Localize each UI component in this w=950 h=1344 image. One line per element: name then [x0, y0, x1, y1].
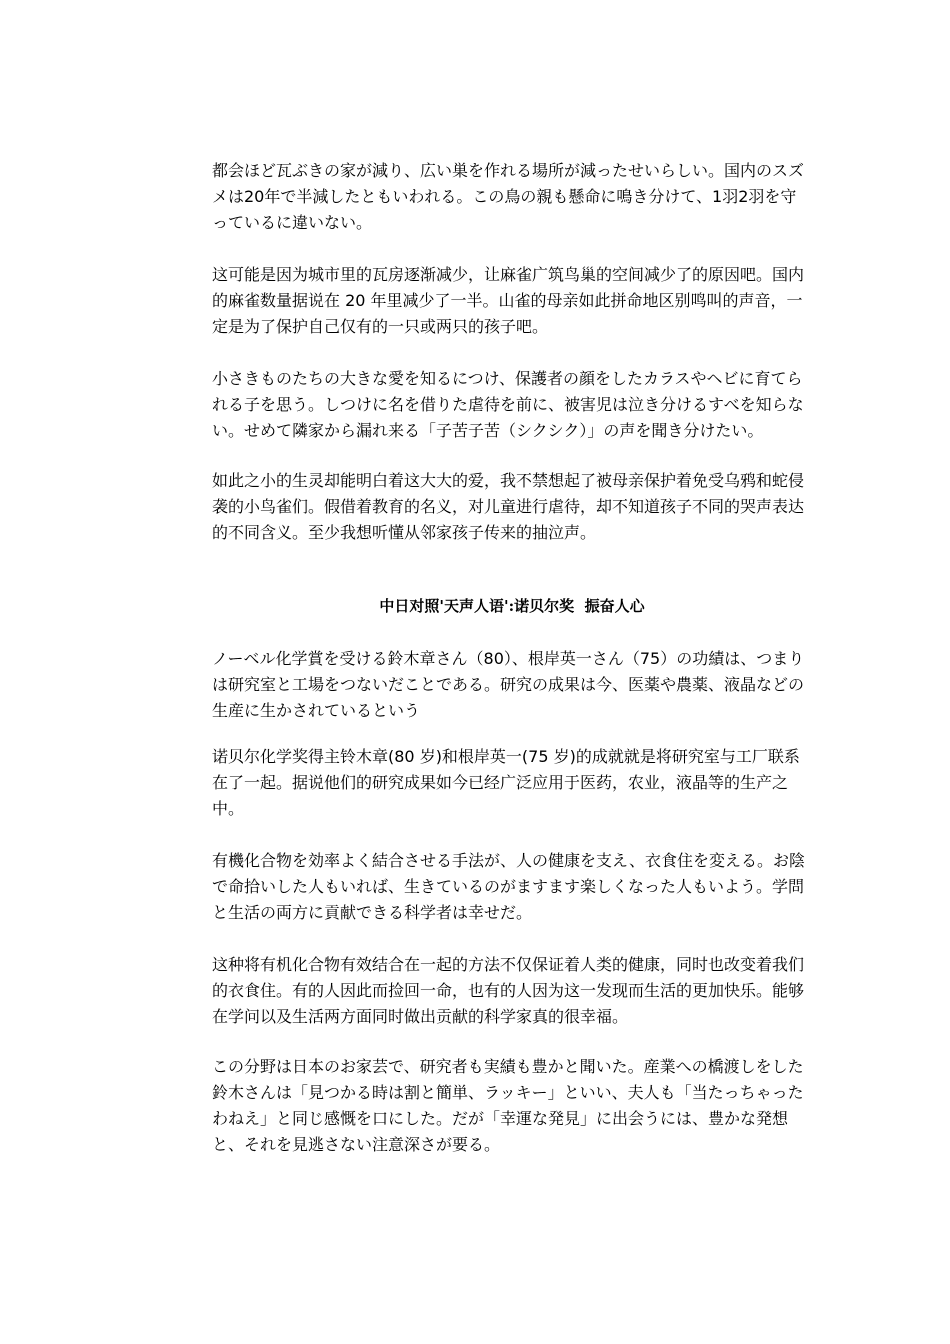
paragraph-japanese-organic-compounds: 有機化合物を効率よく結合させる手法が、人の健康を支え、衣食住を変える。お陰で命拾いした人もいれば、生きているのがますます楽しくなった人もいよう。学問と生活の両方に貢献できる科学者は幸せだ。 — [212, 851, 805, 922]
paragraph-japanese-nobel-prize: ノーベル化学賞を受ける鈴木章さん（80）、根岸英一さん（75）の功績は、つまりは研究室と工場をつないだことである。研究の成果は今、医薬や農薬、液晶などの生産に生かされているという — [212, 649, 805, 720]
article-title: 中日对照'天声人语':诺贝尔奖 振奋人心 — [379, 597, 645, 615]
paragraph-japanese-serendipity: この分野は日本のお家芸で、研究者も実績も豊かと聞いた。産業への橋渡しをした鈴木さんは「見つかる時は割と簡単、ラッキー」といい、夫人も「当たっちゃったわねえ」と同じ感慨を口にした。だが「幸運な発見」に出会うには、豊かな発想と、それを見逃さない注意深さが要る。 — [212, 1057, 804, 1154]
paragraph-chinese-organic-compounds: 这种将有机化合物有效结合在一起的方法不仅保证着人类的健康，同时也改变着我们的衣食住。有的人因此而捡回一命，也有的人因为这一发现而生活的更加快乐。能够在学问以及生活两方面同时做出贡献的科学家真的很幸福。 — [212, 955, 805, 1026]
paragraph-japanese-sparrow-nests: 都会ほど瓦ぶきの家が減り、広い巣を作れる場所が減ったせいらしい。国内のスズメは20年で半減したともいわれる。この鳥の親も懸命に鳴き分けて、1羽2羽を守っているに違いない。 — [212, 161, 805, 232]
paragraph-chinese-child-abuse: 如此之小的生灵却能明白着这大大的爱，我不禁想起了被母亲保护着免受乌鸦和蛇侵袭的小鸟雀们。假借着教育的名义，对儿童进行虐待，却不知道孩子不同的哭声表达的不同含义。至少我想听懂从邻家孩子传来的抽泣声。 — [212, 471, 805, 542]
paragraph-japanese-child-abuse: 小さきものたちの大きな愛を知るにつけ、保護者の顔をしたカラスやヘビに育てられる子を思う。しつけに名を借りた虐待を前に、被害児は泣き分けるすべを知らない。せめて隣家から漏れ来る「子苦子苦（シクシク）」の声を聞き分けたい。 — [212, 369, 804, 440]
paragraph-chinese-nobel-prize: 诺贝尔化学奖得主铃木章(80 岁)和根岸英一(75 岁)的成就就是将研究室与工厂联系在了一起。据说他们的研究成果如今已经广泛应用于医药，农业，液晶等的生产之中。 — [212, 747, 800, 818]
paragraph-chinese-sparrow-nests: 这可能是因为城市里的瓦房逐渐减少，让麻雀广筑鸟巢的空间减少了的原因吧。国内的麻雀数量据说在 20 年里减少了一半。山雀的母亲如此拼命地区别鸣叫的声音，一定是为了保护自己仅有的一只或两只的孩子吧。 — [212, 265, 805, 336]
